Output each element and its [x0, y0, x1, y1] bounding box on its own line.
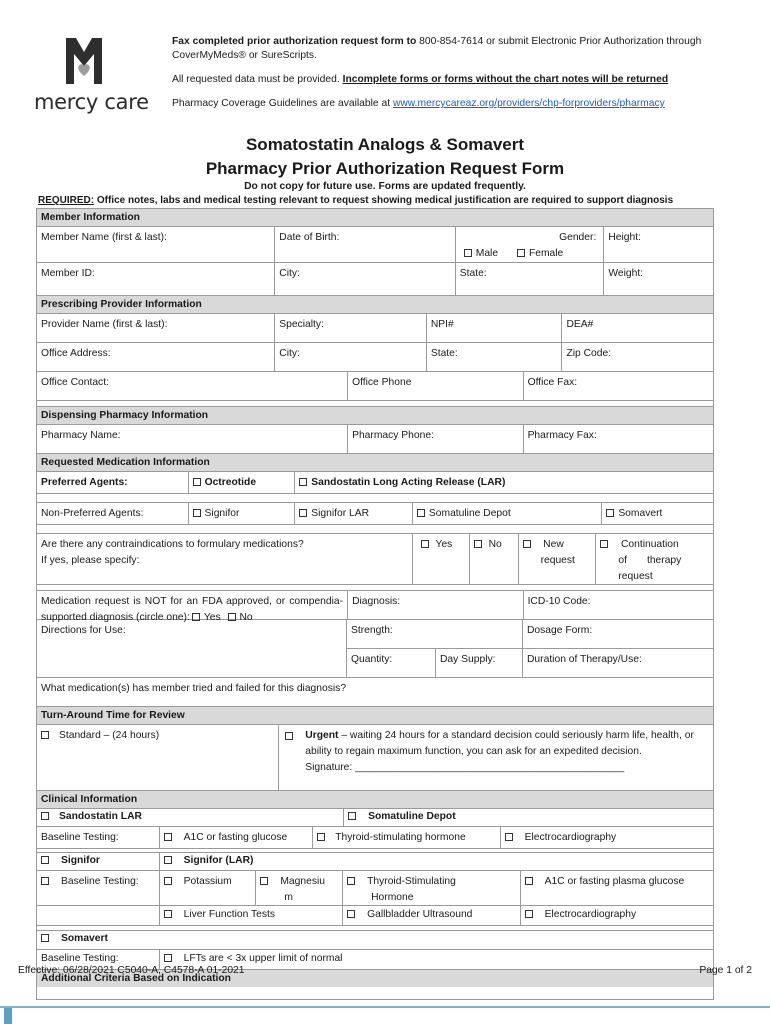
- somatuline-depot-clinical[interactable]: Somatuline Depot: [344, 809, 713, 826]
- gender-field: Gender: Male Female: [456, 227, 605, 262]
- a1c-checkbox[interactable]: [164, 833, 172, 841]
- signifor-clinical-checkbox[interactable]: [41, 856, 49, 864]
- lfts-option[interactable]: LFTs are < 3x upper limit of normal: [160, 950, 713, 969]
- magnesium-checkbox[interactable]: [260, 877, 268, 885]
- thyroid-hormone-checkbox[interactable]: [317, 833, 325, 841]
- male-checkbox[interactable]: [464, 249, 472, 257]
- guidelines-link[interactable]: www.mercycareaz.org/providers/chp-forproviders/pharmacy: [392, 98, 665, 109]
- spacer: [37, 525, 713, 534]
- nonpreferred-agents-label: Non-Preferred Agents:: [37, 503, 189, 524]
- contra-no-option[interactable]: No: [470, 534, 519, 584]
- bottom-toolbar: [0, 1006, 770, 1024]
- signifor-lar-clinical-checkbox[interactable]: [164, 856, 172, 864]
- office-contact-field[interactable]: Office Contact:: [37, 372, 348, 400]
- dosage-form-field[interactable]: Dosage Form:: [527, 625, 593, 636]
- scroll-indicator: [4, 1008, 12, 1024]
- potassium-checkbox[interactable]: [164, 877, 172, 885]
- mercy-care-m-heart-icon: [64, 36, 104, 86]
- octreotide-checkbox[interactable]: [193, 478, 201, 486]
- duration-field[interactable]: Duration of Therapy/Use:: [527, 654, 642, 665]
- female-checkbox[interactable]: [517, 249, 525, 257]
- urgent-checkbox[interactable]: [285, 732, 293, 740]
- guidelines-instruction: Pharmacy Coverage Guidelines are available at www.mercycareaz.org/providers/chp-forproviders/pharmacy: [172, 98, 665, 109]
- logo-text: mercy care: [34, 90, 149, 114]
- additional-criteria-header: Additional Criteria Based on Indication: [37, 970, 713, 987]
- sandostatin-lar-clinical[interactable]: Sandostatin LAR: [37, 809, 344, 826]
- npi-field[interactable]: NPI#: [427, 314, 563, 342]
- signifor-option[interactable]: Signifor: [189, 503, 296, 524]
- fax-instruction: Fax completed prior authorization request form to 800-854-7614 or submit Electronic Prior Authorization through CoverMyMeds® or SureScripts.: [172, 36, 702, 61]
- office-address-field[interactable]: Office Address:: [37, 343, 275, 371]
- required-instruction: All requested data must be provided. Incomplete forms or forms without the chart notes will be returned: [172, 74, 669, 85]
- signifor-baseline-option[interactable]: Baseline Testing:: [37, 871, 160, 905]
- signifor-baseline-checkbox[interactable]: [41, 877, 49, 885]
- provider-info-header: Prescribing Provider Information: [37, 296, 713, 314]
- somatuline-depot-checkbox[interactable]: [417, 509, 425, 517]
- somavert-clinical[interactable]: Somavert: [37, 931, 713, 949]
- day-supply-field[interactable]: Day Supply:: [436, 649, 523, 677]
- quantity-field[interactable]: Quantity:: [347, 649, 436, 677]
- pharmacy-fax-field[interactable]: Pharmacy Fax:: [527, 430, 597, 441]
- urgent-option[interactable]: Urgent – waiting 24 hours for a standard decision could seriously harm life, health, or ability to regain maximum function, you can ask for an expedited decision. Signature: _______________________________________________: [279, 725, 713, 790]
- fda-question: Medication request is NOT for an FDA approved, or compendia-supported diagnosis (circle one): Yes No: [37, 591, 348, 619]
- office-fax-field[interactable]: Office Fax:: [527, 377, 578, 388]
- octreotide-option[interactable]: Octreotide: [189, 472, 296, 493]
- somavert-baseline-label: Baseline Testing:: [37, 950, 160, 969]
- somatuline-depot-clinical-checkbox[interactable]: [348, 812, 356, 820]
- signifor-lar-checkbox[interactable]: [299, 509, 307, 517]
- dea-field[interactable]: DEA#: [566, 319, 594, 330]
- spacer: [37, 987, 713, 999]
- ecg-option[interactable]: Electrocardiography: [501, 827, 713, 848]
- clinical-info-header: Clinical Information: [37, 791, 713, 809]
- turnaround-header: Turn-Around Time for Review: [37, 707, 713, 725]
- provider-state-field[interactable]: State:: [427, 343, 563, 371]
- a1c-option[interactable]: A1C or fasting glucose: [160, 827, 314, 848]
- lfts-checkbox[interactable]: [164, 954, 172, 962]
- height-field[interactable]: Height:: [608, 232, 641, 243]
- contraindications-question: Are there any contraindications to formulary medications? If yes, please specify:: [37, 534, 413, 584]
- thyroid-hormone-option[interactable]: Thyroid-stimulating hormone: [313, 827, 500, 848]
- zip-field[interactable]: Zip Code:: [566, 348, 612, 359]
- thyroid-stimulating-checkbox[interactable]: [347, 877, 355, 885]
- member-name-field[interactable]: Member Name (first & last):: [37, 227, 275, 262]
- somavert-option[interactable]: Somavert: [602, 503, 713, 524]
- somavert-clinical-checkbox[interactable]: [41, 934, 49, 942]
- pharmacy-info-header: Dispensing Pharmacy Information: [37, 407, 713, 425]
- icd10-field[interactable]: ICD-10 Code:: [527, 596, 591, 607]
- diagnosis-field[interactable]: Diagnosis:: [348, 591, 523, 619]
- continuation-checkbox[interactable]: [600, 540, 608, 548]
- member-city-field[interactable]: City:: [275, 263, 455, 295]
- signifor-lar-clinical[interactable]: Signifor (LAR): [160, 853, 713, 870]
- provider-city-field[interactable]: City:: [275, 343, 427, 371]
- tried-failed-field[interactable]: What medication(s) has member tried and failed for this diagnosis?: [41, 683, 347, 694]
- header-instructions: [172, 35, 752, 121]
- member-state-field[interactable]: State:: [456, 263, 605, 295]
- office-phone-field[interactable]: Office Phone: [348, 372, 523, 400]
- ecg-checkbox[interactable]: [505, 833, 513, 841]
- ecg-signifor-checkbox[interactable]: [525, 910, 533, 918]
- new-request-checkbox[interactable]: [523, 540, 531, 548]
- signifor-clinical[interactable]: Signifor: [37, 853, 160, 870]
- member-info-header: Member Information: [37, 209, 713, 227]
- medication-info-header: Requested Medication Information: [37, 454, 713, 472]
- new-request-option[interactable]: New request: [519, 534, 597, 584]
- signifor-lar-option[interactable]: Signifor LAR: [295, 503, 413, 524]
- standard-checkbox[interactable]: [41, 731, 49, 739]
- sandostatin-lar-option[interactable]: Sandostatin Long Acting Release (LAR): [295, 472, 713, 493]
- provider-name-field[interactable]: Provider Name (first & last):: [37, 314, 275, 342]
- form-title-line2: Pharmacy Prior Authorization Request Form: [205, 159, 565, 178]
- spacer: [37, 494, 713, 503]
- directions-field[interactable]: Directions for Use:: [37, 620, 347, 677]
- contra-yes-option[interactable]: Yes: [413, 534, 470, 584]
- prior-authorization-form: [36, 208, 714, 1000]
- sandostatin-lar-clinical-checkbox[interactable]: [41, 812, 49, 820]
- thyroid-stimulating-option[interactable]: Thyroid-Stimulating Hormone: [343, 871, 520, 905]
- copy-note: Do not copy for future use. Forms are updated frequently.: [244, 181, 526, 192]
- somatuline-depot-option[interactable]: Somatuline Depot: [413, 503, 602, 524]
- continuation-option[interactable]: Continuation of therapy request: [596, 534, 713, 584]
- page-number: Page 1 of 2: [699, 965, 752, 976]
- ecg-signifor-option[interactable]: Electrocardiography: [521, 906, 713, 925]
- specialty-field[interactable]: Specialty:: [275, 314, 427, 342]
- form-title-line1: Somatostatin Analogs & Somavert: [245, 135, 525, 154]
- liver-tests-checkbox[interactable]: [164, 910, 172, 918]
- member-id-field[interactable]: Member ID:: [37, 263, 275, 295]
- a1c-plasma-option[interactable]: A1C or fasting plasma glucose: [521, 871, 713, 905]
- signifor-checkbox[interactable]: [193, 509, 201, 517]
- a1c-plasma-checkbox[interactable]: [525, 877, 533, 885]
- pharmacy-phone-field[interactable]: Pharmacy Phone:: [348, 425, 523, 453]
- dob-field[interactable]: Date of Birth:: [275, 227, 455, 262]
- potassium-option[interactable]: Potassium: [160, 871, 257, 905]
- gallbladder-option[interactable]: Gallbladder Ultrasound: [343, 906, 520, 925]
- pharmacy-name-field[interactable]: Pharmacy Name:: [37, 425, 348, 453]
- contra-yes-checkbox[interactable]: [421, 540, 429, 548]
- weight-field[interactable]: Weight:: [608, 268, 644, 279]
- baseline-testing-label: Baseline Testing:: [37, 827, 160, 848]
- somavert-checkbox[interactable]: [606, 509, 614, 517]
- effective-date: Effective: 06/28/2021 C5040-A, C4578-A 01-2021: [18, 965, 245, 976]
- liver-tests-option[interactable]: Liver Function Tests: [160, 906, 343, 925]
- contra-no-checkbox[interactable]: [474, 540, 482, 548]
- standard-option[interactable]: Standard – (24 hours): [37, 725, 279, 790]
- required-note: REQUIRED: Office notes, labs and medical testing relevant to request showing medical justification are required to support diagnosis: [38, 195, 674, 206]
- gallbladder-checkbox[interactable]: [347, 910, 355, 918]
- blank-cell: [37, 906, 160, 925]
- preferred-agents-label: Preferred Agents:: [37, 472, 189, 493]
- strength-field[interactable]: Strength:: [347, 620, 523, 648]
- sandostatin-lar-checkbox[interactable]: [299, 478, 307, 486]
- signature-line[interactable]: Signature: _______________________________________________: [305, 762, 625, 773]
- magnesium-option[interactable]: Magnesiu m: [256, 871, 343, 905]
